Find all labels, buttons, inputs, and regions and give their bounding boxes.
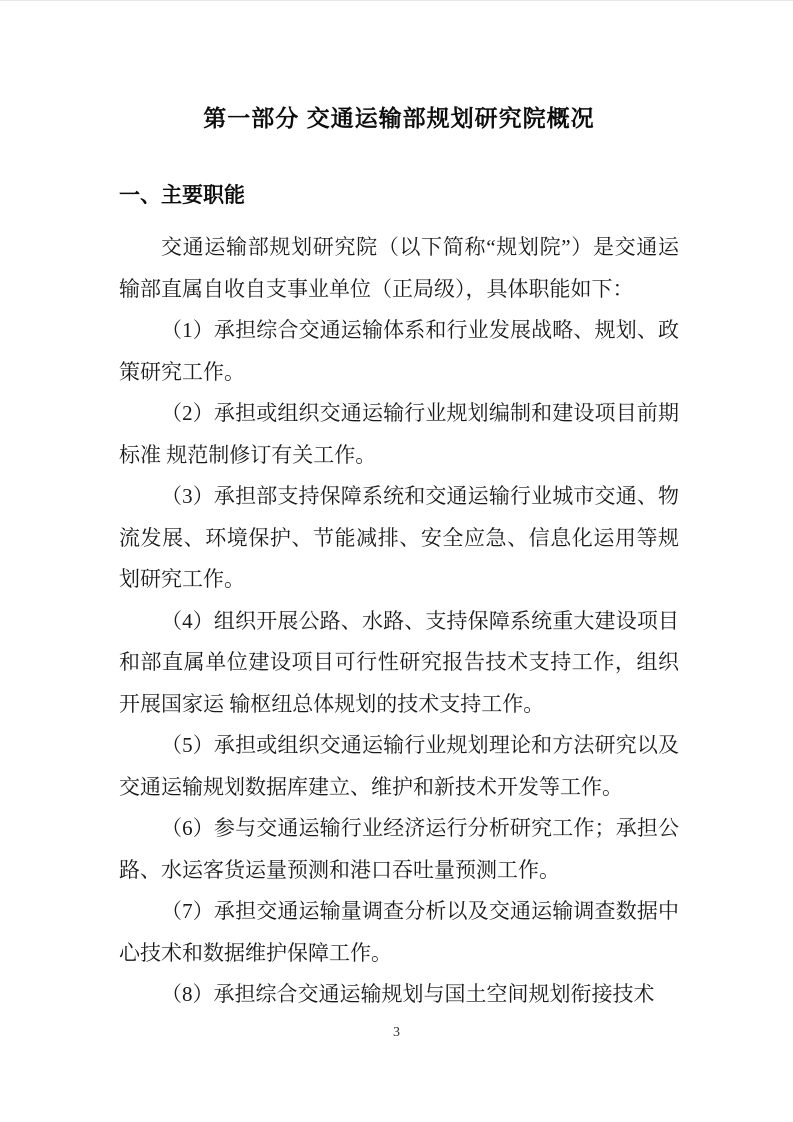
body-paragraph: （5）承担或组织交通运输行业规划理论和方法研究以及交通运输规划数据库建立、维护和新技术开发等工作。	[119, 733, 679, 799]
body-paragraph: （4）组织开展公路、水路、支持保障系统重大建设项目和部直属单位建设项目可行性研究报告技术支持工作，组织开展国家运 输枢纽总体规划的技术支持工作。	[119, 608, 679, 716]
body-paragraph: 交通运输部规划研究院（以下简称“规划院”）是交通运输部直属自收自支事业单位（正局级），具体职能如下：	[119, 235, 679, 301]
body-paragraph: （3）承担部支持保障系统和交通运输行业城市交通、物流发展、环境保护、节能减排、安全应急、信息化运用等规划研究工作。	[119, 484, 679, 591]
body-paragraph: （7）承担交通运输量调查分析以及交通运输调查数据中心技术和数据维护保障工作。	[119, 899, 679, 965]
page-number: 3	[393, 1025, 400, 1040]
body-paragraph: （8）承担综合交通运输规划与国土空间规划衔接技术	[161, 982, 655, 1006]
document-title: 第一部分 交通运输部规划研究院概况	[203, 105, 595, 131]
body-paragraph: （6）参与交通运输行业经济运行分析研究工作；承担公路、水运客货运量预测和港口吞吐量预测工作。	[119, 816, 679, 882]
body-paragraph: （2）承担或组织交通运输行业规划编制和建设项目前期标准 规范制修订有关工作。	[119, 401, 679, 467]
section-heading: 一、主要职能	[119, 184, 245, 207]
body-paragraph: （1）承担综合交通运输体系和行业发展战略、规划、政策研究工作。	[119, 318, 679, 384]
document-body	[119, 227, 679, 1016]
